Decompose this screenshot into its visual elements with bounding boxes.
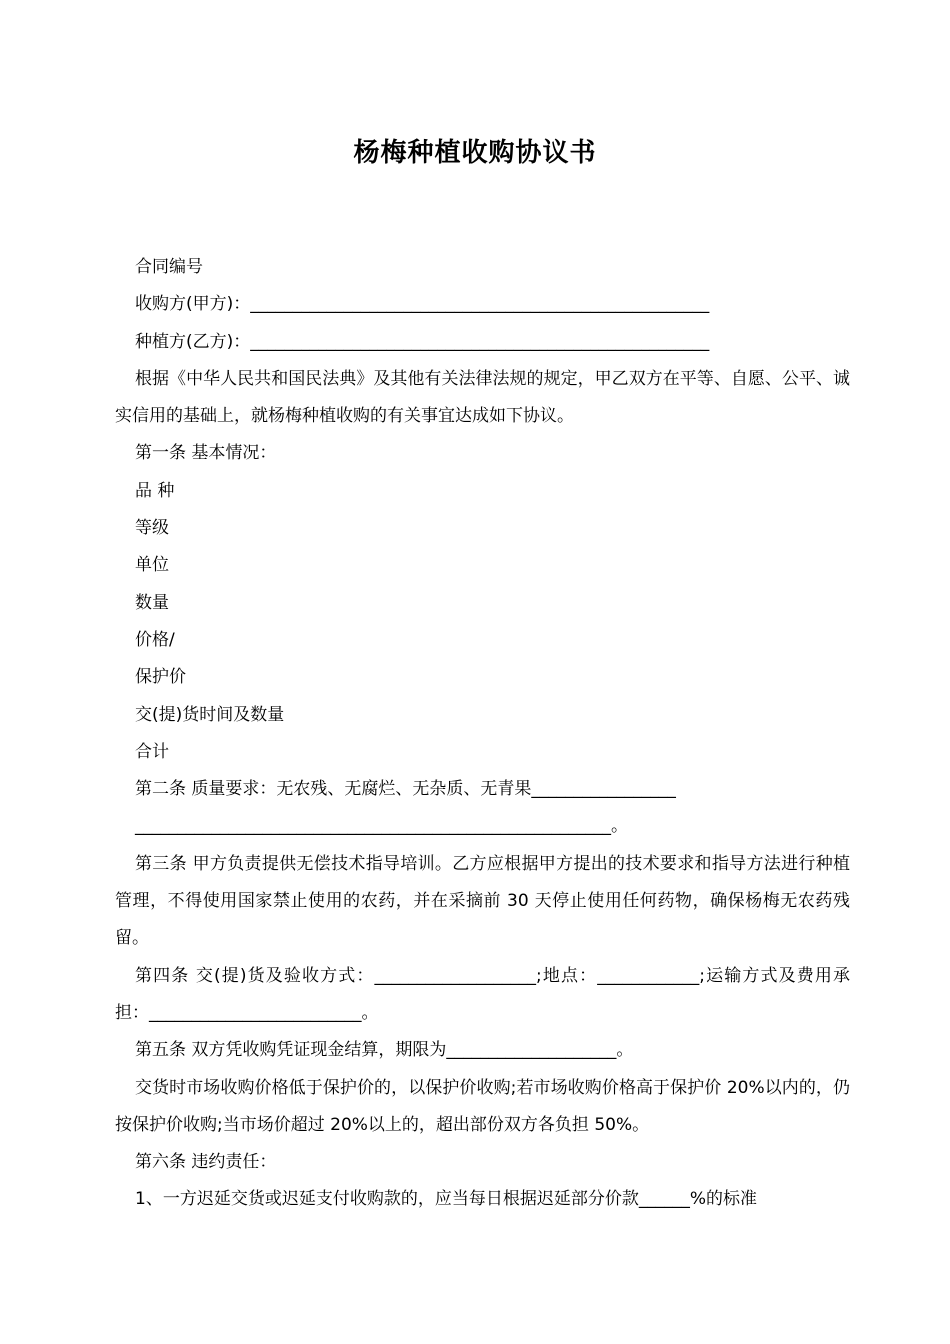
item-variety: 品 种 [135, 480, 175, 501]
item-grade: 等级 [135, 518, 169, 539]
article-4-paragraph: 第四条 交(提)货及验收方式：___________________;地点：____________;运输方式及费用承担：_________________________。 [115, 965, 850, 1023]
document-body [115, 249, 850, 1219]
grower-party-line: 种植方(乙方)：______________________________________________________ [135, 331, 710, 352]
item-delivery-time: 交(提)货时间及数量 [135, 704, 285, 725]
article-5-paragraph: 第五条 双方凭收购凭证现金结算，期限为____________________。 [135, 1040, 634, 1061]
contract-number-line: 合同编号 [135, 257, 203, 277]
article-1-heading: 第一条 基本情况： [135, 443, 277, 464]
article-6-heading: 第六条 违约责任： [135, 1152, 277, 1173]
item-price: 价格/ [135, 629, 175, 650]
price-protection-paragraph: 交货时市场收购价格低于保护价的，以保护价收购;若市场收购价格高于保护价 20%以内的，仍按保护价收购;当市场价超过 20%以上的，超出部份双方各负担 50%。 [115, 1077, 850, 1135]
article-2-paragraph: 第二条 质量要求：无农残、无腐烂、无杂质、无青果_________________ [135, 779, 676, 800]
document-title: 杨梅种植收购协议书 [353, 138, 597, 168]
buyer-party-line: 收购方(甲方)：______________________________________________________ [135, 294, 710, 315]
article-6-clause-1: 1、一方迟延交货或迟延支付收购款的，应当每日根据迟延部分价款______%的标准 [135, 1189, 757, 1210]
preamble-paragraph: 根据《中华人民共和国民法典》及其他有关法律法规的规定，甲乙双方在平等、自愿、公平、诚实信用的基础上，就杨梅种植收购的有关事宜达成如下协议。 [115, 368, 850, 427]
article-2-blank-line: ________________________________________________________。 [135, 816, 628, 837]
item-unit: 单位 [135, 555, 169, 576]
item-total: 合计 [135, 741, 169, 762]
article-3-paragraph: 第三条 甲方负责提供无偿技术指导培训。乙方应根据甲方提出的技术要求和指导方法进行种植管理，不得使用国家禁止使用的农药，并在采摘前 30 天停止使用任何药物，确保杨梅无农药残留。 [115, 853, 850, 949]
item-protected-price: 保护价 [135, 667, 186, 688]
item-quantity: 数量 [135, 592, 169, 613]
